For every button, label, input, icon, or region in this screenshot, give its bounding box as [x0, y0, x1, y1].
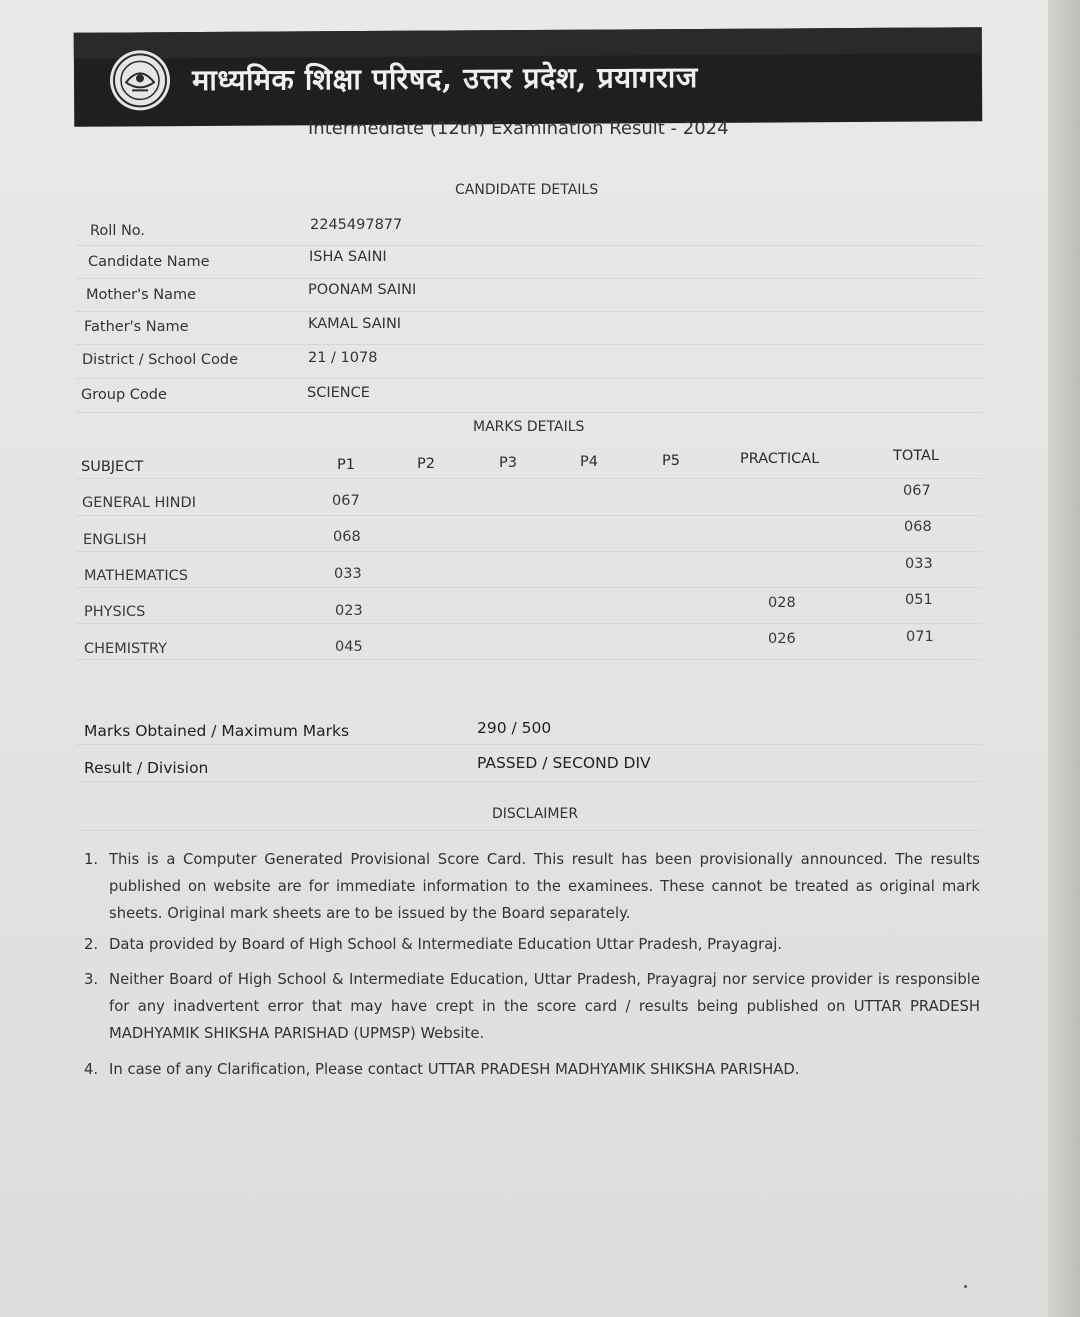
row-divider — [76, 587, 982, 588]
row-divider — [76, 278, 982, 279]
subject-name: PHYSICS — [84, 604, 146, 620]
disclaimer-text: In case of any Clarification, Please contact UTTAR PRADESH MADHYAMIK SHIKSHA PARISHAD. — [109, 1061, 800, 1078]
board-emblem-icon — [110, 50, 170, 110]
mothers-name-label: Mother's Name — [86, 287, 197, 303]
fathers-name-value: KAMAL SAINI — [308, 316, 402, 332]
p1-mark: 033 — [334, 566, 362, 582]
row-divider — [76, 344, 982, 345]
disclaimer-item — [84, 966, 980, 1047]
row-divider — [76, 515, 982, 516]
exam-title: Intermediate (12th) Examination Result - 2024 — [308, 118, 729, 139]
disclaimer-number: 3. — [84, 971, 99, 988]
col-practical: PRACTICAL — [740, 451, 820, 467]
subject-name: GENERAL HINDI — [82, 495, 196, 511]
disclaimer-heading: DISCLAIMER — [492, 806, 579, 822]
col-subject: SUBJECT — [81, 459, 144, 475]
stray-mark — [964, 1285, 967, 1288]
subject-name: ENGLISH — [83, 532, 147, 548]
board-title: माध्यमिक शिक्षा परिषद, उत्तर प्रदेश, प्रयागराज — [191, 59, 698, 98]
col-p1: P1 — [337, 457, 355, 473]
total-mark: 033 — [905, 556, 933, 572]
p1-mark: 045 — [335, 639, 363, 655]
candidate-name-label: Candidate Name — [88, 254, 210, 270]
disclaimer-text: Neither Board of High School & Intermediate Education, Uttar Pradesh, Prayagraj nor service provider is responsible for any inadvertent error that may have crept in the score card / results being published on UTTAR PRADESH MADHYAMIK SHIKSHA PARISHAD (UPMSP) Website. — [109, 971, 980, 1042]
candidate-name-value: ISHA SAINI — [309, 249, 387, 265]
disclaimer-text: This is a Computer Generated Provisional Score Card. This result has been provisionally announced. The results published on website are for immediate information to the examinees. These cannot be treated as original mark sheets. Original mark sheets are to be issued by the Board separately. — [109, 851, 980, 922]
disclaimer-item — [84, 846, 980, 927]
p1-mark: 068 — [333, 529, 361, 545]
disclaimer-number: 1. — [84, 851, 99, 868]
subject-name: CHEMISTRY — [84, 641, 168, 657]
district-school-code-value: 21 / 1078 — [308, 350, 378, 366]
result-division-label: Result / Division — [84, 759, 209, 777]
header-banner — [74, 27, 983, 127]
row-divider — [76, 744, 982, 745]
row-divider — [76, 623, 982, 624]
col-p5: P5 — [662, 453, 680, 469]
col-p4: P4 — [580, 454, 598, 470]
disclaimer-item — [84, 931, 980, 958]
marks-obtained-value: 290 / 500 — [477, 719, 552, 737]
row-divider — [76, 378, 982, 379]
group-code-label: Group Code — [81, 387, 167, 403]
row-divider — [76, 781, 982, 782]
roll-no-value: 2245497877 — [310, 217, 403, 233]
marks-obtained-label: Marks Obtained / Maximum Marks — [84, 722, 350, 740]
paper-edge — [1048, 0, 1080, 1317]
col-p2: P2 — [417, 456, 435, 472]
group-code-value: SCIENCE — [307, 385, 370, 401]
col-total: TOTAL — [893, 448, 939, 464]
disclaimer-number: 2. — [84, 936, 99, 953]
candidate-details-heading: CANDIDATE DETAILS — [455, 182, 599, 198]
roll-no-label: Roll No. — [90, 223, 146, 239]
row-divider — [76, 245, 982, 246]
row-divider — [76, 551, 982, 552]
fathers-name-label: Father's Name — [84, 319, 189, 335]
practical-mark: 028 — [768, 595, 796, 611]
district-school-code-label: District / School Code — [82, 352, 239, 368]
banner-top-strip — [74, 27, 982, 59]
total-mark: 067 — [903, 483, 931, 499]
disclaimer-number: 4. — [84, 1061, 99, 1078]
mothers-name-value: POONAM SAINI — [308, 282, 417, 298]
result-division-value: PASSED / SECOND DIV — [477, 754, 651, 772]
row-divider — [76, 311, 982, 312]
practical-mark: 026 — [768, 631, 796, 647]
col-p3: P3 — [499, 455, 517, 471]
total-mark: 051 — [905, 592, 933, 608]
row-divider — [76, 412, 982, 413]
total-mark: 071 — [906, 629, 934, 645]
disclaimer-text: Data provided by Board of High School & Intermediate Education Uttar Pradesh, Prayagraj. — [109, 936, 783, 953]
row-divider — [76, 659, 982, 660]
p1-mark: 023 — [335, 603, 363, 619]
p1-mark: 067 — [332, 493, 360, 509]
total-mark: 068 — [904, 519, 932, 535]
row-divider — [76, 830, 982, 831]
disclaimer-item — [84, 1056, 980, 1083]
marks-details-heading: MARKS DETAILS — [473, 419, 585, 435]
row-divider — [76, 478, 982, 479]
subject-name: MATHEMATICS — [84, 568, 188, 584]
